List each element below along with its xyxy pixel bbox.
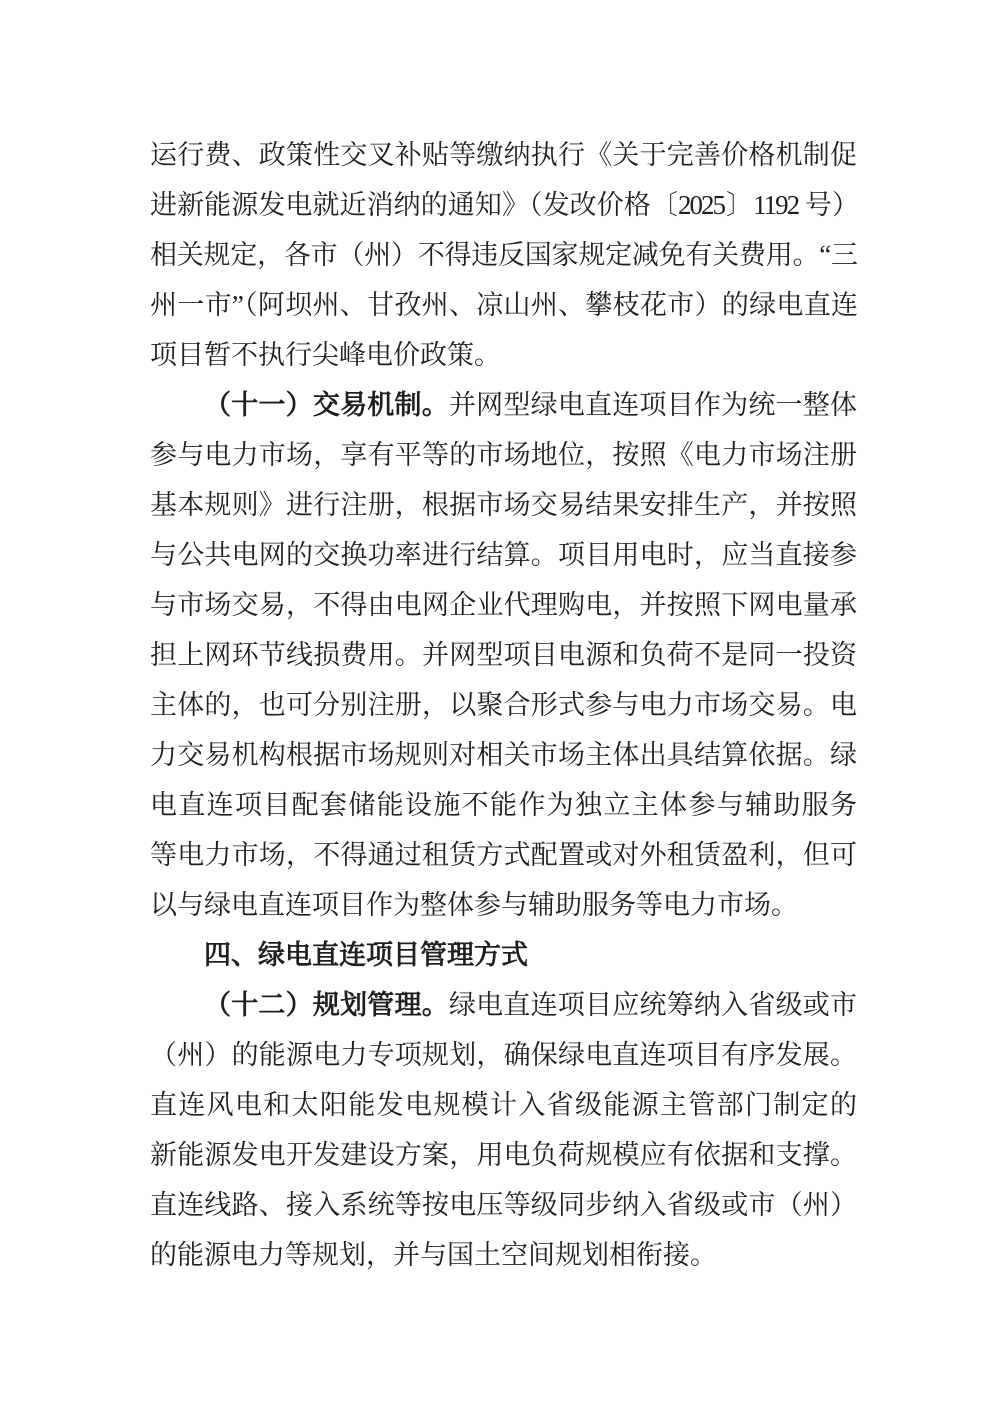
text-run: 项目暂不执行尖峰电价政策。 (150, 340, 501, 370)
text-run: （州）的能源电力专项规划，确保绿电直连项目有序发展。 (150, 1040, 857, 1070)
text-run: 力交易机构根据市场规则对相关市场主体出具结算依据。绿 (150, 740, 857, 770)
text-line (150, 1130, 857, 1180)
heading-run: 四、绿电直连项目管理方式 (204, 940, 528, 970)
document-body (150, 130, 857, 1280)
text-run: 基本规则》进行注册，根据市场交易结果安排生产，并按照 (150, 490, 857, 520)
section-heading (150, 930, 857, 980)
text-run: 新能源发电开发建设方案，用电负荷规模应有依据和支撑。 (150, 1140, 857, 1170)
text-line (150, 230, 857, 280)
text-run: 并网型绿电直连项目作为统一整体 (448, 390, 857, 420)
text-line (150, 880, 857, 930)
text-run: 参与电力市场，享有平等的市场地位，按照《电力市场注册 (150, 440, 857, 470)
text-run: 担上网环节线损费用。并网型项目电源和负荷不是同一投资 (150, 640, 857, 670)
text-run: 电直连项目配套储能设施不能作为独立主体参与辅助服务 (150, 790, 857, 820)
text-line (150, 780, 857, 830)
paragraph-lead-line (150, 380, 857, 430)
text-line (150, 430, 857, 480)
paragraph-lead-line (150, 980, 857, 1030)
text-run: 直连线路、接入系统等按电压等级同步纳入省级或市（州） (150, 1190, 857, 1220)
text-line (150, 1230, 857, 1280)
bold-run: （十二）规划管理。 (204, 990, 449, 1020)
text-run: 主体的，也可分别注册，以聚合形式参与电力市场交易。电 (150, 690, 857, 720)
text-line (150, 280, 857, 330)
text-run: 与公共电网的交换功率进行结算。项目用电时，应当直接参 (150, 540, 857, 570)
text-line (150, 580, 857, 630)
text-line (150, 1030, 857, 1080)
text-line (150, 180, 857, 230)
text-run: 州一市”（阿坝州、甘孜州、凉山州、攀枝花市）的绿电直连 (150, 290, 857, 320)
text-line (150, 830, 857, 880)
text-line (150, 1080, 857, 1130)
text-line (150, 330, 857, 380)
text-run: 进新能源发电就近消纳的通知》（发改价格〔2025〕1192 号） (150, 190, 857, 220)
bold-run: （十一）交易机制。 (204, 390, 449, 420)
text-line (150, 530, 857, 580)
text-run: 等电力市场，不得通过租赁方式配置或对外租赁盈利，但可 (150, 840, 857, 870)
text-line (150, 730, 857, 780)
text-run: 直连风电和太阳能发电规模计入省级能源主管部门制定的 (150, 1090, 857, 1120)
text-line (150, 1180, 857, 1230)
text-run: 运行费、政策性交叉补贴等缴纳执行《关于完善价格机制促 (150, 140, 857, 170)
text-line (150, 480, 857, 530)
text-line (150, 130, 857, 180)
text-run: 以与绿电直连项目作为整体参与辅助服务等电力市场。 (150, 890, 798, 920)
text-run: 的能源电力等规划，并与国土空间规划相衔接。 (150, 1240, 717, 1270)
text-run: 绿电直连项目应统筹纳入省级或市 (448, 990, 857, 1020)
text-run: 相关规定，各市（州）不得违反国家规定减免有关费用。“三 (150, 240, 857, 270)
text-line (150, 630, 857, 680)
text-line (150, 680, 857, 730)
text-run: 与市场交易，不得由电网企业代理购电，并按照下网电量承 (150, 590, 857, 620)
